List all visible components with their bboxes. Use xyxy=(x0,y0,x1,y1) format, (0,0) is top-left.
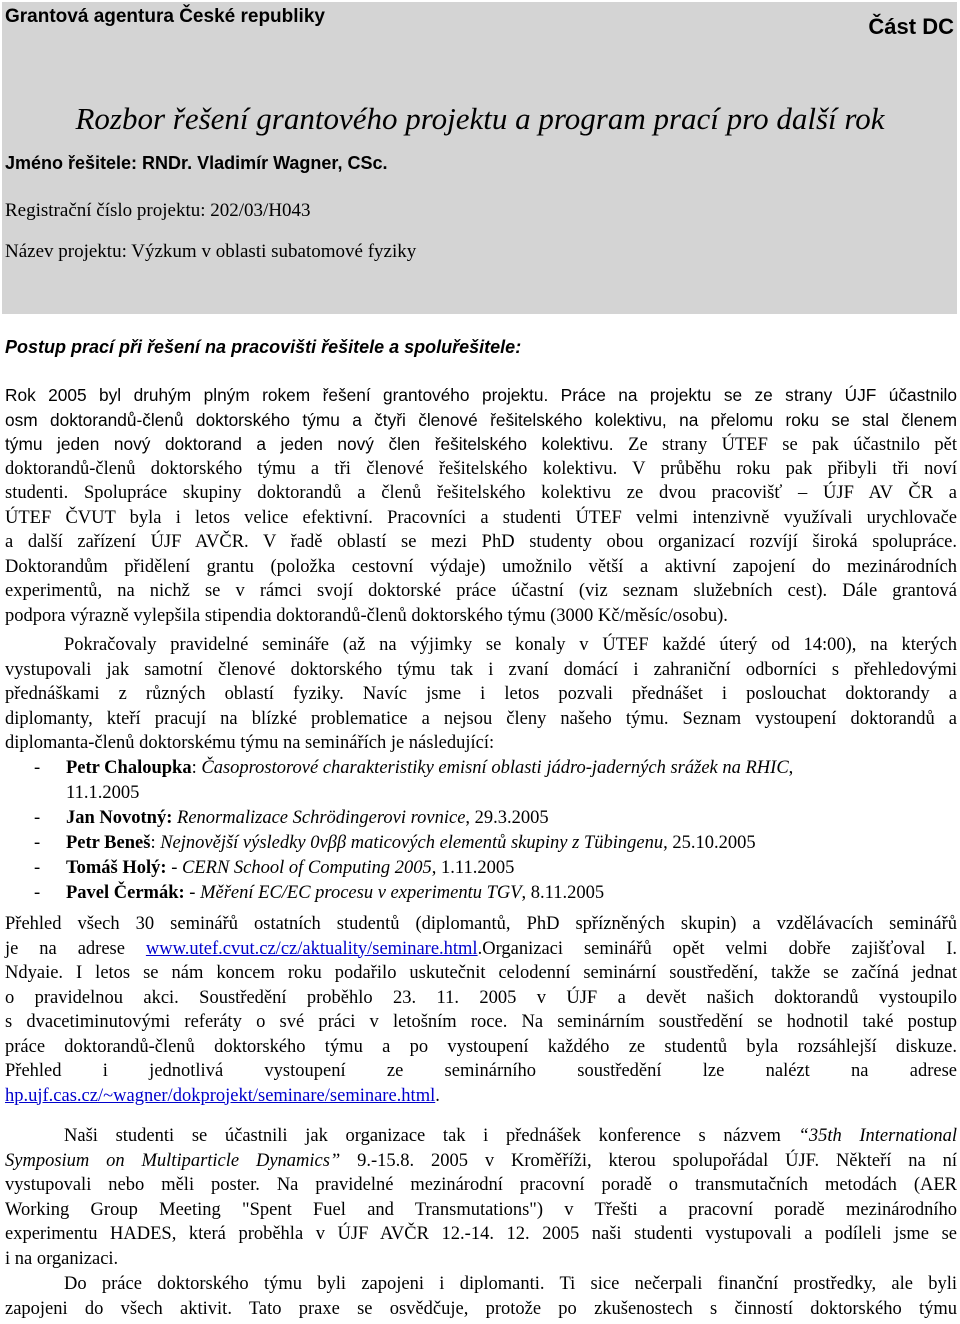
section-heading: Postup prací při řešení na pracovišti řešitele a spoluřešitele: xyxy=(5,337,522,357)
text-line: podpora výrazně vylepšila stipendia doktorandů-členů doktorského týmu (3000 Kč/měsíc/osobu). xyxy=(5,605,728,626)
text-line: experimentů, na nichž se v rámci svojí doktorské práce účastní (viz seznam služebních cest). Dále grantová xyxy=(5,581,957,601)
text-line: hp.ujf.cas.cz/~wagner/dokprojekt/seminare/seminare.html. xyxy=(5,1085,440,1106)
text-line: práce doktorandů-členů doktorského týmu a po vystoupení každého ze studentů byla rozsáhlejší diskuze. xyxy=(5,1036,957,1057)
text-line: ÚTEF ČVUT byla i letos velice efektivní. Pracovníci a studenti ÚTEF velmi intenzivně využívali urychlovače xyxy=(5,507,957,528)
text-line: i na organizaci. xyxy=(5,1248,119,1269)
paragraph-1 xyxy=(5,383,957,628)
list-dash: - xyxy=(34,833,41,853)
text-line: Pokračovaly pravidelné semináře (až na výjimky se konaly v ÚTEF každé úterý od 14:00), na kterých xyxy=(64,635,957,655)
text-line: Rok 2005 byl druhým plným rokem řešení grantového projektu. Práce na projektu se ze strany ÚJF účastnilo xyxy=(5,385,957,405)
text-line: diplomanty, kteří pracují na blízké problematice a nejsou členy našeho týmu. Seznam vystoupení doktorandů a xyxy=(5,708,957,729)
list-dash: - xyxy=(34,808,41,828)
paragraph-2 xyxy=(5,633,957,756)
text-line: o pravidelnou akci. Soustředění proběhlo 23. 11. 2005 v ÚJF a devět našich doktorandů vystoupilo xyxy=(5,987,957,1008)
text-line: Ndyaie. I letos se nám koncem roku podařilo uskutečnit celodenní seminární soustředění, takže se začíná jednat xyxy=(5,963,957,983)
paragraph-4 xyxy=(5,1124,957,1271)
paragraph-5 xyxy=(5,1272,957,1321)
investigator-name: Jméno řešitele: RNDr. Vladimír Wagner, CSc. xyxy=(5,153,388,173)
text-line: Přehled všech 30 seminářů ostatních studentů (diplomantů, PhD spřízněných skupin) a vzdělávacích seminářů xyxy=(5,914,957,934)
registration-number: Registrační číslo projektu: 202/03/H043 xyxy=(5,200,311,221)
list-dash: - xyxy=(34,883,41,903)
agency-name: Grantová agentura České republiky xyxy=(5,6,325,27)
text-line: a další zařízení ÚJF AVČR. V řadě oblastí se mezi PhD studenty obou organizací rozvíjí široká spolupráce. xyxy=(5,532,957,552)
text-line: studenti. Spolupráce skupiny doktorandů a členů řešitelského kolektivu ze dvou pracovišť – ÚJF AV ČR a xyxy=(5,483,957,503)
list-item: Jan Novotný: Renormalizace Schrödingerovi rovnice, 29.3.2005 xyxy=(66,808,549,828)
text-line: vystupovali jak samotní členové doktorského týmu tak i zvaní domácí i zahraniční odborníci s přehledovými xyxy=(5,659,957,680)
part-label: Část DC xyxy=(868,14,954,39)
list-item: Pavel Čermák: - Měření EC/EC procesu v experimentu TGV, 8.11.2005 xyxy=(66,883,605,903)
text-line: přednáškami z různých oblastí fyziky. Navíc jsme i letos pozvali přednášet i poslouchat doktorandy a xyxy=(5,684,957,704)
text-line: vystupovali nebo měli poster. Na pravidelné mezinárodní pracovní poradě o transmutačních metodách (AER xyxy=(5,1175,957,1195)
text-line: je na adrese www.utef.cvut.cz/cz/aktuality/seminare.html.Organizaci seminářů opět velmi dobře zajišťoval I. xyxy=(5,938,958,959)
list-item-continuation: 11.1.2005 xyxy=(66,783,140,803)
seminare-link[interactable]: hp.ujf.cas.cz/~wagner/dokprojekt/seminare/seminare.html xyxy=(5,1085,436,1106)
document-title: Rozbor řešení grantového projektu a program prací pro další rok xyxy=(75,101,885,136)
paragraph-3 xyxy=(5,912,957,1108)
text-line: týmu jeden nový doktorand a jeden nový člen řešitelského kolektivu. Ze strany ÚTEF se pak účastnilo pět xyxy=(5,434,957,455)
text-line: s dvacetiminutovými referáty o své práci v letošním roce. Na seminárním soustředění se hodnotil také postup xyxy=(5,1012,957,1032)
text-line: osm doktorandů-členů doktorského týmu a čtyři členové řešitelského kolektivu, na přelomu roku se stal členem xyxy=(5,409,957,430)
text-line: Přehled i jednotlivá vystoupení ze seminárního soustředění lze nalézt na adrese xyxy=(5,1061,957,1081)
list-item: Petr Beneš: Nejnovější výsledky 0νββ maticových elementů skupiny z Tübingenu, 25.10.2005 xyxy=(66,833,756,853)
text-line: Working Group Meeting "Spent Fuel and Transmutations") v Třešti a pracovní poradě mezinárodního xyxy=(5,1199,957,1220)
list-dash: - xyxy=(34,858,41,878)
text-line: Do práce doktorského týmu byli zapojeni i diplomanti. Ti sice nečerpali finanční prostředky, ale byli xyxy=(64,1274,957,1294)
seminars-link[interactable]: www.utef.cvut.cz/cz/aktuality/seminare.html xyxy=(145,938,478,959)
text-line: diplomanta-členů doktorskému týmu na seminářích je následující: xyxy=(5,733,495,753)
text-line: Symposium on Multiparticle Dynamics” 9.-15.8. 2005 v Kroměříži, kterou spolupořádal ÚJF. Někteří na ní xyxy=(5,1150,957,1171)
text-line: doktorandů-členů doktorského týmu a tři členové řešitelského kolektivu. V průběhu roku pak přibyli tři noví xyxy=(5,458,957,479)
text-line: zapojeni do všech aktivit. Tato praxe se osvědčuje, protože po zkušenostech s činností doktorského týmu xyxy=(5,1298,957,1319)
text-line: Doktorandům přidělení grantu (položka cestovní výdaje) umožnilo větší a aktivní zapojení do mezinárodních xyxy=(5,556,957,577)
list-item: Petr Chaloupka: Časoprostorové charakteristiky emisní oblasti jádro-jaderných srážek na RHIC, xyxy=(66,758,794,778)
list-dash: - xyxy=(34,758,41,778)
project-name: Název projektu: Výzkum v oblasti subatomové fyziky xyxy=(5,241,417,262)
text-line: experimentu HADES, která proběhla v ÚJF AVČR 12.-14. 12. 2005 naši studenti vystupovali a podíleli jsme se xyxy=(5,1224,957,1244)
list-item: Tomáš Holý: - CERN School of Computing 2005, 1.11.2005 xyxy=(66,858,515,878)
text-line: Naši studenti se účastnili jak organizace tak i přednášek konference s názvem “35th International xyxy=(64,1126,958,1146)
